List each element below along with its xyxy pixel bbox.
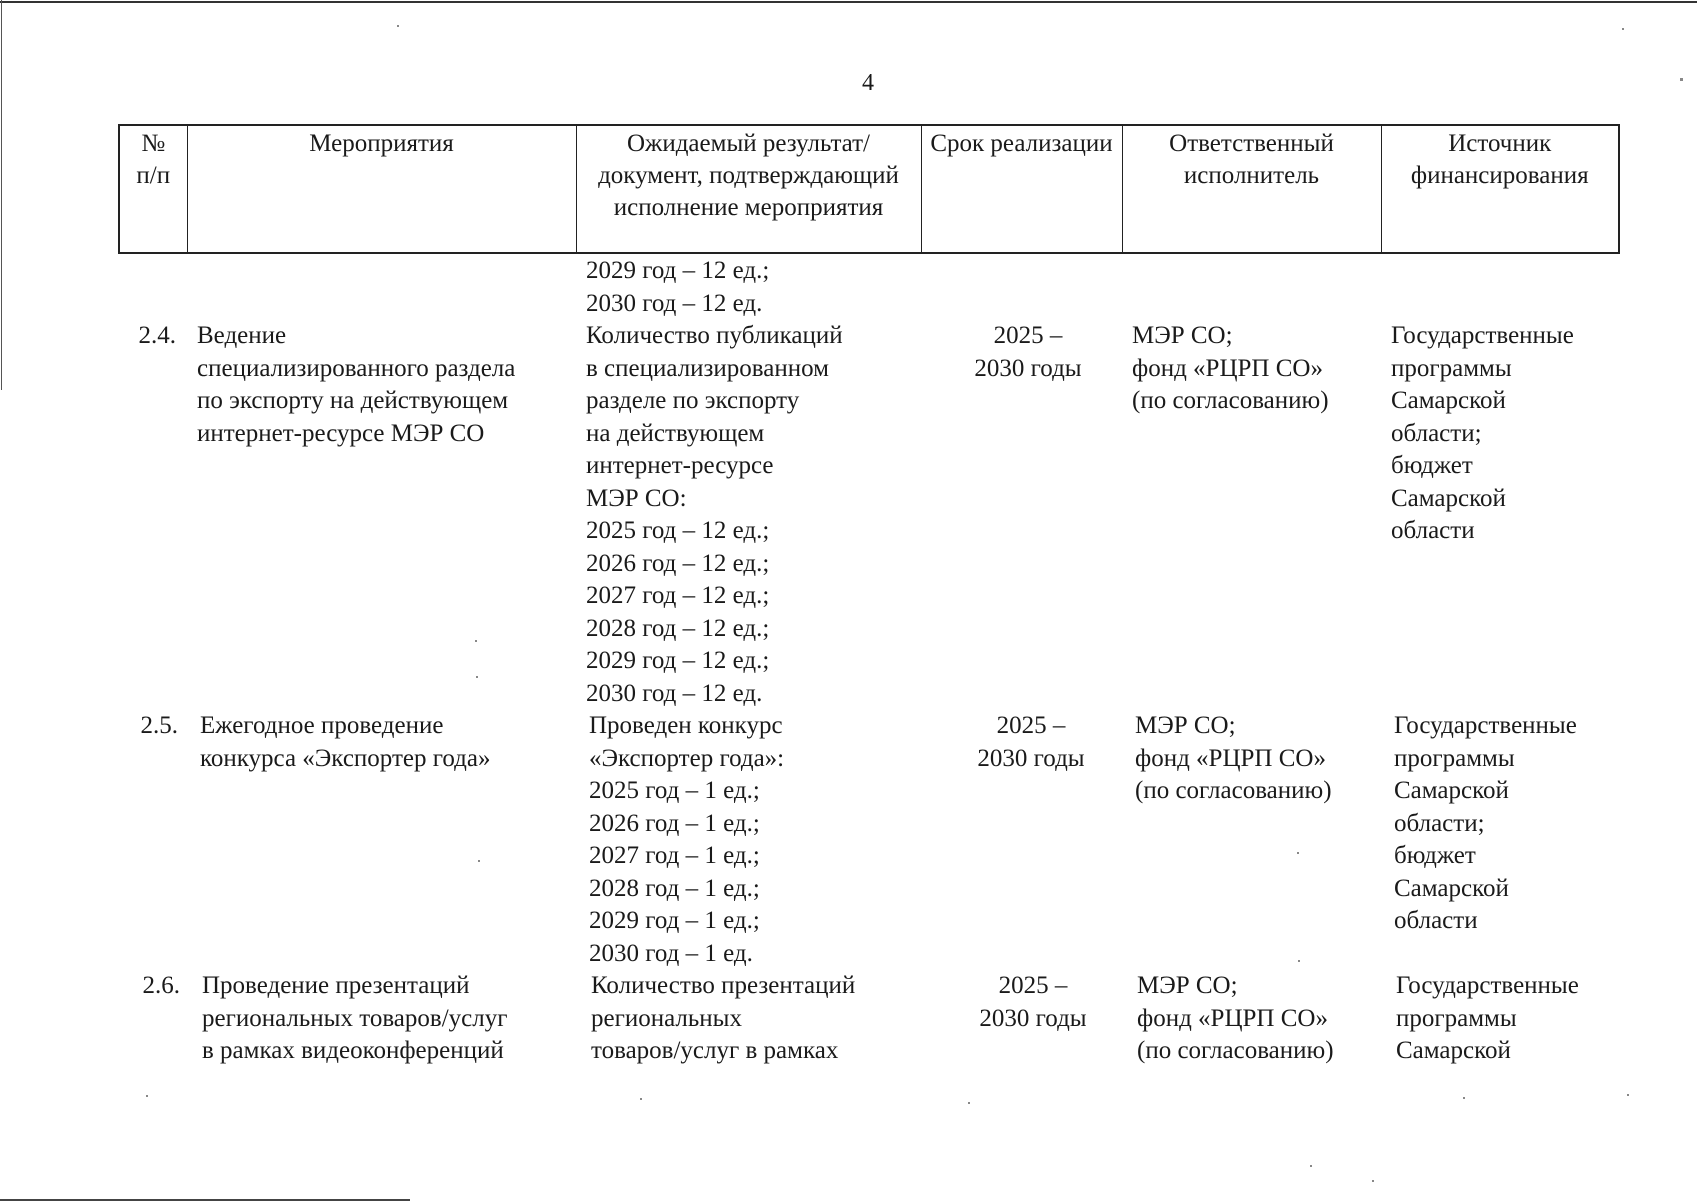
scan-speck (1372, 1180, 1374, 1182)
carryover-result: 2029 год – 12 ед.; 2030 год – 12 ед. (586, 257, 770, 317)
row-number: 2.5. (140, 712, 178, 739)
row-term: 2025 – 2030 годы (979, 972, 1087, 1032)
header-term: Срок реализации (921, 125, 1122, 253)
scan-speck (640, 1098, 642, 1100)
scan-speck (476, 676, 478, 678)
scan-speck (475, 640, 477, 642)
scan-speck (1310, 1165, 1312, 1167)
header-result: Ожидаемый результат/документ, подтверждающий исполнение мероприятия (576, 125, 921, 253)
scan-speck (1463, 1097, 1465, 1099)
row-funding: Государственные программы Самарской области; бюджет Самарской области (1391, 322, 1574, 544)
row-responsible: МЭР СО; фонд «РЦРП СО» (по согласованию) (1132, 322, 1329, 414)
scan-speck (397, 25, 399, 27)
page-number: 4 (862, 70, 874, 96)
row-funding: Государственные программы Самарской (1396, 972, 1579, 1064)
table-header-row (119, 125, 1619, 253)
scan-speck (146, 1095, 148, 1097)
row-result: Количество публикаций в специализированном разделе по экспорту на действующем интернет-ресурсе МЭР СО: 2025 год – 12 ед.; 2026 год – 12 ед.; 2027 год – 12 ед.; 2028 год – 12 ед.; 2029 год – 12 ед.; 2030 год – 12 ед. (586, 322, 843, 707)
header-funding: Источник финансирования (1381, 125, 1619, 253)
row-responsible: МЭР СО; фонд «РЦРП СО» (по согласованию) (1135, 712, 1332, 804)
row-result: Количество презентаций региональных товаров/услуг в рамках (591, 972, 856, 1064)
scan-speck (1627, 1094, 1629, 1096)
table-header (118, 124, 1620, 254)
row-number: 2.6. (142, 972, 180, 999)
scan-speck (478, 860, 480, 862)
scan-speck (1622, 28, 1624, 30)
row-event: Проведение презентаций региональных товаров/услуг в рамках видеоконференций (202, 972, 508, 1064)
row-responsible: МЭР СО; фонд «РЦРП СО» (по согласованию) (1137, 972, 1334, 1064)
row-term: 2025 – 2030 годы (977, 712, 1085, 772)
scan-speck (968, 1102, 970, 1104)
header-number: № п/п (119, 125, 187, 253)
scan-speck (1298, 960, 1300, 962)
scan-speck (1297, 852, 1299, 854)
header-event: Мероприятия (187, 125, 576, 253)
page-top-border (0, 1, 1697, 3)
header-responsible: Ответственный исполнитель (1122, 125, 1381, 253)
row-event: Ежегодное проведение конкурса «Экспортер года» (200, 712, 491, 772)
page-left-border (1, 0, 2, 390)
row-result: Проведен конкурс «Экспортер года»: 2025 год – 1 ед.; 2026 год – 1 ед.; 2027 год – 1 ед.; 2028 год – 1 ед.; 2029 год – 1 ед.; 2030 год – 1 ед. (589, 712, 785, 967)
row-number: 2.4. (138, 322, 176, 349)
row-term: 2025 – 2030 годы (974, 322, 1082, 382)
row-funding: Государственные программы Самарской области; бюджет Самарской области (1394, 712, 1577, 934)
scan-speck (1680, 78, 1683, 81)
row-event: Ведение специализированного раздела по экспорту на действующем интернет-ресурсе МЭР СО (197, 322, 516, 447)
